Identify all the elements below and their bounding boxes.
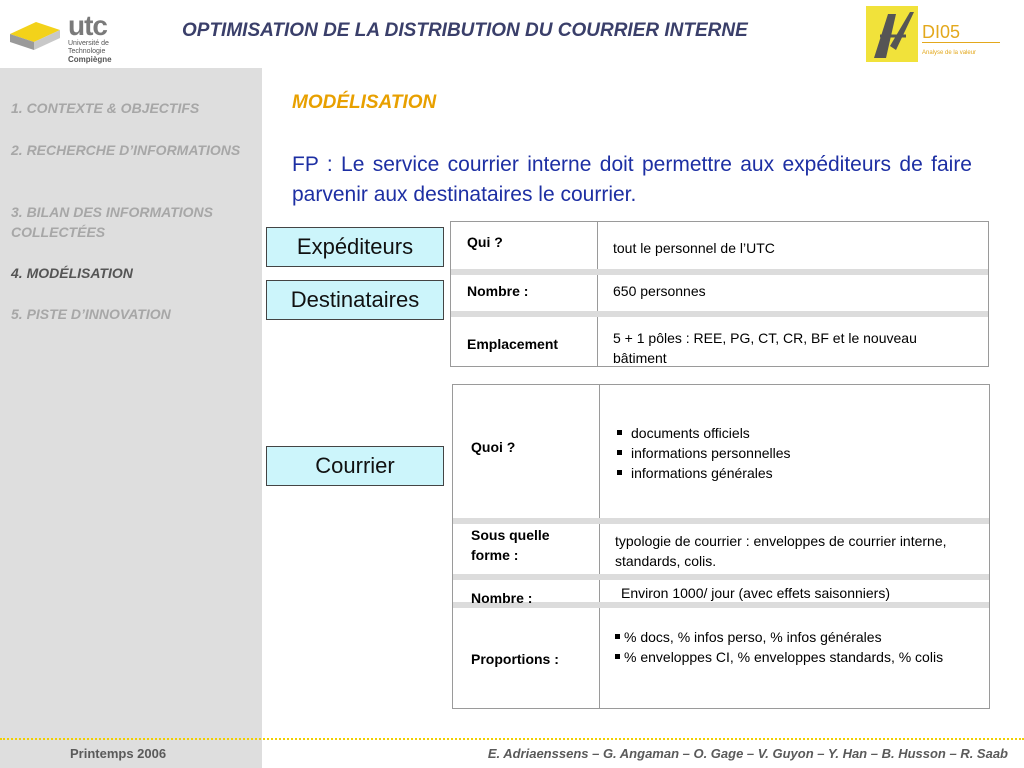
list-item: informations personnelles	[615, 443, 975, 463]
table-row-key: Nombre :	[467, 283, 529, 299]
utc-logo-mark-icon	[6, 16, 64, 54]
table-divider	[599, 385, 600, 708]
table-row-key: Proportions :	[471, 651, 559, 667]
di05-logo-text: DI05	[922, 22, 961, 42]
table-row-key: Qui ?	[467, 234, 503, 250]
footer-authors: E. Adriaenssens – G. Angaman – O. Gage – V. Guyon – Y. Han – B. Husson – R. Saab	[487, 746, 1008, 761]
table-row-value: tout le personnel de l’UTC	[613, 240, 775, 256]
table-row-key: Sous quelle forme :	[471, 527, 550, 563]
list-item	[615, 647, 975, 667]
courrier-table	[452, 384, 990, 709]
bullet-square-icon	[615, 654, 620, 659]
row-separator	[451, 269, 988, 275]
row-separator	[453, 574, 989, 580]
main-function-statement: FP : Le service courrier interne doit permettre aux expéditeurs de faire parvenir aux destinataires le courrier.	[292, 153, 972, 206]
di05-logo-mark-icon	[866, 6, 918, 62]
table-row-key: Quoi ?	[471, 439, 516, 455]
page-title: OPTIMISATION DE LA DISTRIBUTION DU COURRIER INTERNE	[182, 20, 748, 41]
footer-season: Printemps 2006	[70, 746, 167, 761]
table-row-value: 650 personnes	[613, 283, 706, 299]
utc-logo-text: utc	[68, 10, 107, 41]
table-row-value	[615, 423, 975, 483]
sidebar-item-contexte[interactable]: 1. CONTEXTE & OBJECTIFS	[11, 100, 200, 116]
list-item-text: % docs, % infos perso, % infos générales	[624, 629, 882, 645]
utc-logo	[6, 8, 146, 64]
quoi-list	[615, 423, 975, 483]
list-item	[615, 627, 975, 647]
list-item: documents officiels	[615, 423, 975, 443]
bullet-square-icon	[615, 634, 620, 639]
table-row-value: 5 + 1 pôles : REE, PG, CT, CR, BF et le nouveau bâtiment	[613, 330, 917, 366]
table-divider	[597, 222, 598, 366]
di05-logo-line	[922, 42, 1000, 43]
utc-logo-sub2: Compiègne	[68, 55, 112, 64]
row-separator	[453, 518, 989, 524]
utc-logo-sub1: Université de Technologie	[68, 40, 109, 55]
table-row-key: Nombre :	[471, 590, 533, 606]
row-separator	[451, 311, 988, 317]
slide-header	[0, 0, 1024, 68]
utc-logo-subtitle	[68, 40, 148, 64]
sidebar-item-recherche[interactable]: 2. RECHERCHE D’INFORMATIONS	[11, 142, 241, 158]
sidebar-item-modelisation[interactable]: 4. MODÉLISATION	[11, 265, 133, 281]
di05-logo	[866, 6, 1006, 64]
sidebar-item-innovation[interactable]: 5. PISTE D’INNOVATION	[11, 306, 171, 322]
sidebar-item-bilan[interactable]: 3. BILAN DES INFORMATIONS COLLECTÉES	[11, 204, 213, 240]
section-title: MODÉLISATION	[292, 92, 437, 113]
footer-divider	[0, 738, 1024, 740]
table-row-value: Environ 1000/ jour (avec effets saisonniers)	[621, 585, 890, 601]
list-item-text: % enveloppes CI, % enveloppes standards, % colis	[624, 649, 944, 665]
courrier-box: Courrier	[266, 446, 444, 486]
sidebar	[0, 68, 262, 744]
expediteurs-box: Expéditeurs	[266, 227, 444, 267]
table-row-key: Emplacement	[467, 336, 559, 352]
table-row-value: typologie de courrier : enveloppes de courrier interne, standards, colis.	[615, 533, 947, 569]
table-row-value	[615, 627, 975, 667]
destinataires-box: Destinataires	[266, 280, 444, 320]
list-item: informations générales	[615, 463, 975, 483]
di05-logo-subtitle: Analyse de la valeur	[922, 50, 977, 56]
people-table	[450, 221, 989, 367]
